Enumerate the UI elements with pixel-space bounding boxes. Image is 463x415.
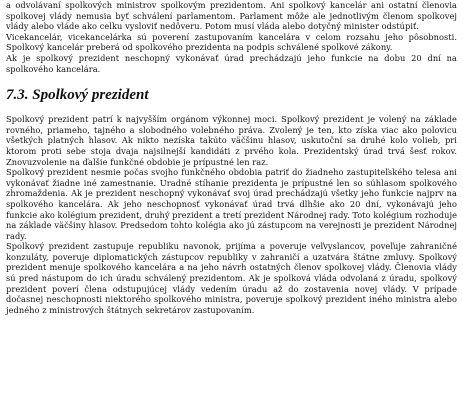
section-heading: 7.3. Spolkový prezident: [6, 87, 149, 104]
paragraph-president-incapacity: Ak je spolkový prezident neschopný vykonávať úrad prechádzajú jeho funkcie na dobu 20 dní na spolkového kancelára.: [6, 52, 457, 74]
paragraph-vice-chancellor: Vicekancelár, vicekancelárka sú poverení zastupovaním kancelára v celom rozsahu jeho pôsobnosti. Spolkový kancelár preberá od spolkového prezidenta na podpis schválené spolkové zákony.: [6, 31, 457, 53]
paragraph-president-restrictions: Spolkový prezident nesmie počas svojho funkčného obdobia patriť do žiadneho zastupiteľského telesa ani vykonávať žiadne iné zamestnanie. Uradné stíhanie prezidenta je prípustné len so súhlasom spolkového zhromaždenia. Ak je prezident neschopný vykonávať svoj úrad prechádzajú všetky jeho funkcie najprv na spolkového kancelára. Ak jeho neschopnosť vykonávať úrad trvá dlhšie ako 20 dní, vykonávajú jeho funkcie ako kolégium prezident, druhý prezident a tretí prezident Národnej rady. Toto kolégium rozhoduje na základe väčšiny hlasov. Predsedom tohto kolégia ako jú zástupcom na verejnosti je prezident Národnej rady.: [6, 167, 457, 241]
paragraph-ministers-dismissal: a odvolávaní spolkových ministrov spolkovým prezidentom. Ani spolkový kancelár ani ostatní členovia spolkovej vlády nemusia byť schválení parlamentom. Parlament môže ale jednotlivým členom spolkovej vlády alebo vláde ako celku vysloviť nedôveru. Potom musí vláda alebo dotyčný minister odstúpiť.: [6, 0, 457, 32]
paragraph-president-election: Spolkový prezident patrí k najvyšším orgánom výkonnej moci. Spolkový prezident je volený na základe rovného, priameho, tajného a slobodného volebného práva. Zvolený je ten, kto získa viac ako polovicu všetkých platných hlasov. Ak nikto nezíska takúto väčšinu hlasov, uskutoční sa druhé kolo volieb, pri ktorom proti sebe stoja dvaja najsilnejší kandidáti z prvého kola. Prezidentský úrad trvá šesť rokov. Znovuzvolenie na ďalšie funkčné obdobie je prípustné len raz.: [6, 114, 457, 167]
paragraph-president-powers: Spolkový prezident zastupuje republiku navonok, prijíma a poveruje veľvyslancov, poveľuje zahraničné konzuláty, poveruje diplomatických zástupcov republiky v zahraničí a uzatvára štátne zmluvy. Spolkový prezident menuje spolkového kancelára a na jeho návrh ostatných členov spolkovej vlády. Členovia vlády sú pred nástupom do ich úradu schválený prezidentom. Ak je spolková vláda odvolaná z úradu, spolkový prezident poverí člena odstupujúcej vlády vedením úradu až do zostavenia novej vlády. V prípade dočasnej neschopnosti niektorého spolkového ministra, poveruje spolkový prezident iného ministra alebo jedného z ministrových štátnych sekretárov zastupovaním.: [6, 241, 457, 315]
